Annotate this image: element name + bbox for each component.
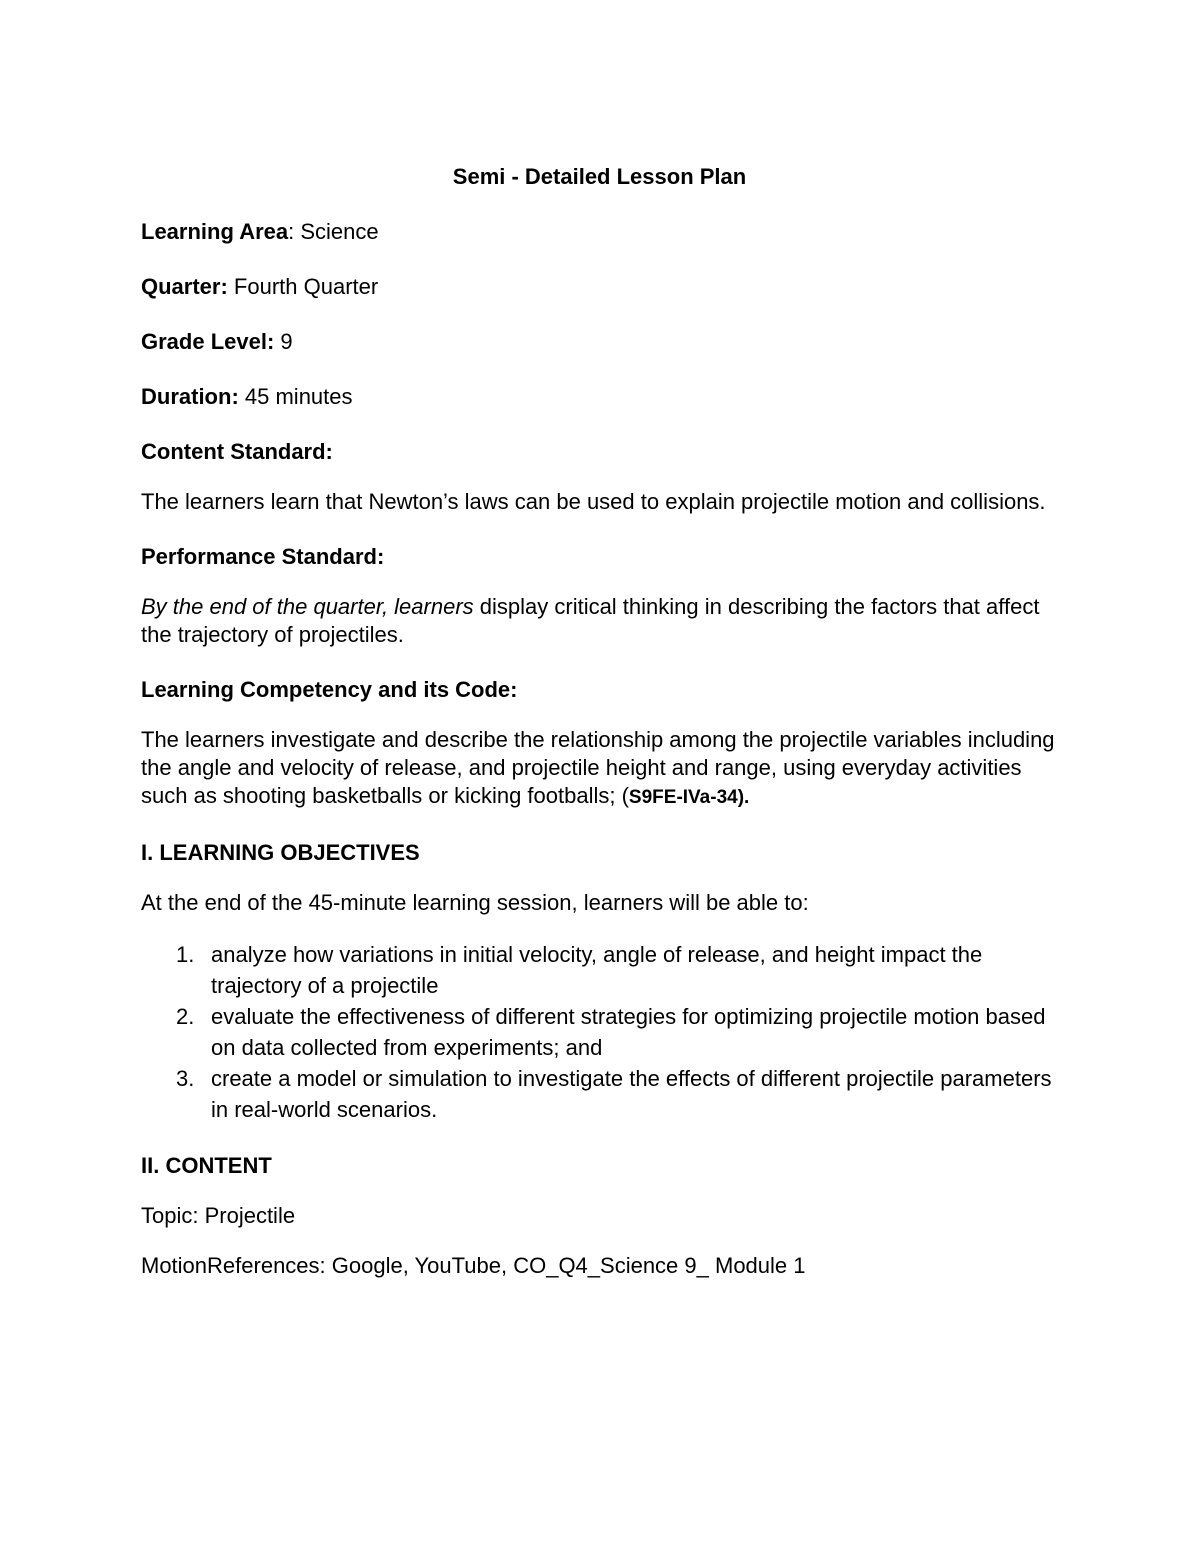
objective-text: evaluate the effectiveness of different strategies for optimizing projectile motion based on data collected from experiments; and: [211, 1004, 1046, 1060]
objective-text: create a model or simulation to investigate the effects of different projectile parameters in real-world scenarios.: [211, 1066, 1052, 1122]
content-standard-text: The learners learn that Newton’s laws can be used to explain projectile motion and collisions.: [141, 489, 1046, 514]
content-references: MotionReferences: Google, YouTube, CO_Q4_Science 9_ Module 1: [141, 1253, 806, 1278]
performance-standard-italic: By the end of the quarter, learners: [141, 594, 474, 619]
objective-number: 1.: [176, 942, 195, 967]
objective-item: [176, 1063, 1058, 1125]
competency-body: The learners investigate and describe the relationship among the projectile variables including the angle and velocity of release, and projectile height and range, using everyday activities such as shooting basketballs or kicking footballs; (: [141, 727, 1055, 808]
learning-area-separator: :: [288, 219, 301, 244]
learning-area-label: Learning Area: [141, 219, 289, 244]
quarter-label: Quarter:: [141, 274, 228, 299]
learning-area-field: [141, 218, 1058, 246]
objective-text: analyze how variations in initial velocity, angle of release, and height impact the trajectory of a projectile: [211, 942, 983, 998]
performance-standard-heading: Performance Standard:: [141, 544, 385, 569]
content-topic: Topic: Projectile: [141, 1203, 296, 1228]
competency-code: S9FE-IVa-34).: [628, 787, 750, 808]
objectives-list: [141, 939, 1058, 1125]
objectives-heading: I. LEARNING OBJECTIVES: [141, 840, 420, 865]
performance-standard-text: [141, 593, 1058, 649]
learning-area-value: Science: [300, 219, 379, 244]
grade-level-field: [141, 328, 1058, 356]
quarter-value: Fourth Quarter: [233, 274, 379, 299]
objective-item: [176, 939, 1058, 1001]
quarter-field: [141, 273, 1058, 301]
content-heading: II. CONTENT: [141, 1153, 272, 1178]
document-title: Semi - Detailed Lesson Plan: [452, 164, 747, 189]
competency-heading: Learning Competency and its Code:: [141, 677, 518, 702]
duration-label: Duration:: [141, 384, 239, 409]
content-standard-heading: Content Standard:: [141, 439, 333, 464]
performance-standard-body: display critical thinking in describing the factors that affect the trajectory of projectiles.: [141, 594, 1040, 647]
lesson-plan-page: [141, 160, 1058, 1280]
duration-value: 45 minutes: [244, 384, 353, 409]
grade-level-label: Grade Level:: [141, 329, 275, 354]
duration-field: [141, 383, 1058, 411]
competency-text: [141, 726, 1058, 812]
objectives-intro: At the end of the 45-minute learning session, learners will be able to:: [141, 890, 809, 915]
grade-level-value: 9: [280, 329, 293, 354]
objective-number: 2.: [176, 1004, 195, 1029]
objective-item: [176, 1001, 1058, 1063]
objective-number: 3.: [176, 1066, 195, 1091]
